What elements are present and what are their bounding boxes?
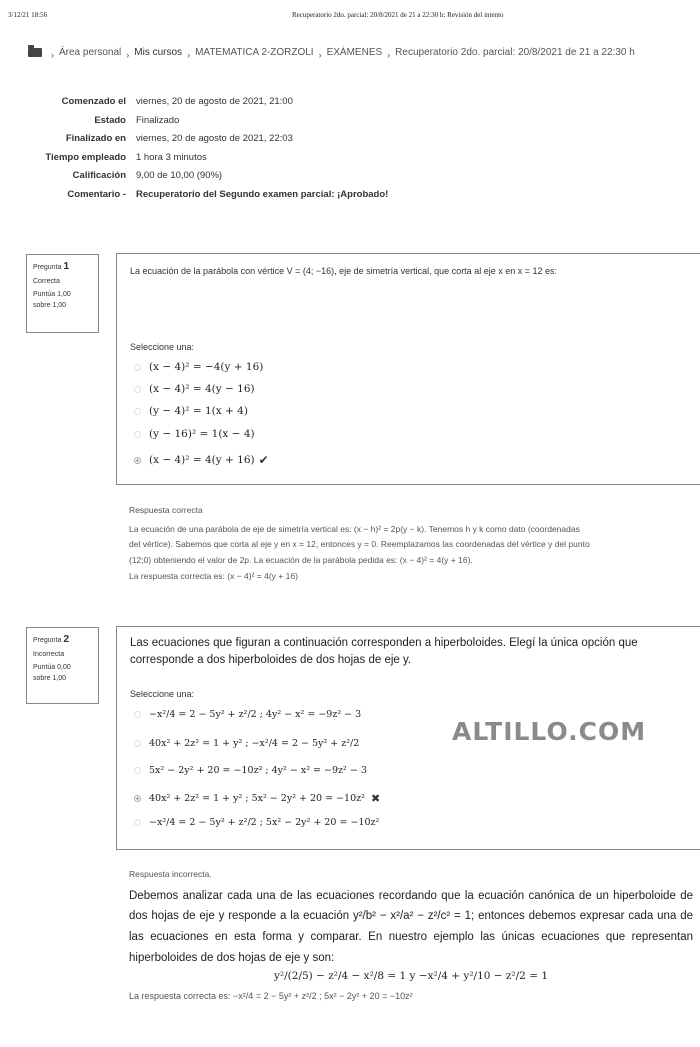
question-state: Incorrecta (33, 651, 65, 659)
question-number: 1 (63, 260, 70, 272)
check-icon: ✔ (258, 453, 269, 467)
summary-value: Recuperatorio del Segundo examen parcial: ¡Aprobado! (136, 188, 389, 200)
answer-option[interactable] (134, 765, 367, 776)
summary-row (0, 96, 700, 115)
breadcrumb-item-area-personal[interactable]: Área personal (59, 47, 122, 58)
question-box (116, 626, 700, 850)
breadcrumb-item-mis-cursos[interactable]: Mis cursos (134, 47, 183, 58)
answer-option[interactable] (134, 817, 379, 828)
summary-label: Tiempo empleado (45, 151, 126, 163)
chevron-right-icon: › (187, 49, 191, 60)
radio-button-checked[interactable] (134, 457, 141, 464)
answer-option-text: −x²/4 = 2 − 5y² + z²/2 ; 5x² − 2y² + 20 = −10z² (149, 817, 380, 828)
summary-row (0, 189, 700, 208)
answer-option[interactable] (134, 709, 361, 720)
question-label: Pregunta (33, 264, 62, 271)
answer-option[interactable] (134, 405, 248, 417)
summary-value: viernes, 20 de agosto de 2021, 21:00 (136, 96, 293, 107)
question-label: Pregunta (33, 637, 62, 644)
answer-option[interactable] (134, 361, 263, 373)
summary-value: 9,00 de 10,00 (90%) (136, 170, 223, 181)
breadcrumb-item-course[interactable]: MATEMATICA 2-ZORZOLI (195, 47, 314, 58)
question-max-points: sobre 1,00 (33, 301, 67, 309)
cross-icon: ✖ (370, 792, 381, 805)
question-info (26, 627, 99, 704)
print-date: 3/12/21 18:56 (8, 11, 48, 19)
answer-option-text: (x − 4)² = 4(y − 16) (149, 383, 255, 395)
question-points: Puntúa 1,00 (33, 291, 71, 299)
chevron-right-icon: › (387, 49, 391, 60)
summary-row (0, 152, 700, 171)
summary-row (0, 115, 700, 134)
radio-button[interactable] (134, 767, 141, 774)
summary-value: viernes, 20 de agosto de 2021, 22:03 (136, 133, 293, 144)
select-one-label: Seleccione una: (130, 689, 195, 699)
feedback-equations: y²/(2/5) − z²/4 − x²/8 = 1 y −x²/4 + y²/10 − z²/2 = 1 (273, 970, 549, 983)
answer-option[interactable] (134, 383, 255, 395)
answer-option-selected[interactable] (134, 453, 269, 467)
question-box (116, 253, 700, 485)
watermark: ALTILLO.COM (452, 717, 647, 746)
feedback-text: Debemos analizar cada una de las ecuaciones recordando que la ecuación canónica de un hiperboloide de dos hojas de eje y responde a la ecuación y²/b² − x²/a² − z²/c² = 1; entonces debemos expresar cada una de las ecuaciones en esta forma y comparar. En nuestro ejemplo las únicas ecuaciones que representan hiperboloides de dos hojas de eje y son: (129, 889, 693, 964)
summary-label: Estado (94, 114, 126, 126)
feedback-line: (12;0) obteniendo el valor de 2p. La ecuación de la parábola pedida es: (x − 4)² = 4(y + 16). (129, 555, 473, 566)
breadcrumb-item-current: Recuperatorio 2do. parcial: 20/8/2021 de 21 a 22:30 h (395, 47, 635, 58)
summary-value: Finalizado (136, 114, 180, 126)
question-info (26, 254, 99, 333)
breadcrumb-item-examenes[interactable]: EXÁMENES (326, 47, 383, 58)
radio-button[interactable] (134, 364, 141, 371)
summary-label: Comenzado el (61, 96, 126, 107)
summary-label: Comentario - (67, 188, 126, 200)
answer-option-text: 5x² − 2y² + 20 = −10z² ; 4y² − x² = −9z² − 3 (149, 765, 367, 776)
feedback-title: Respuesta incorrecta. (129, 869, 212, 879)
answer-option-selected[interactable] (134, 792, 380, 805)
question-state: Correcta (33, 278, 60, 286)
summary-row (0, 133, 700, 152)
answer-option-text: −x²/4 = 2 − 5y² + z²/2 ; 4y² − x² = −9z² − 3 (149, 709, 362, 720)
question-points: Puntúa 0,00 (33, 664, 71, 672)
answer-option-text: 40x² + 2z² = 1 + y² ; −x²/4 = 2 − 5y² + z²/2 (149, 738, 360, 749)
feedback-line: La ecuación de una parábola de eje de simetría vertical es: (x − h)² = 2p(y − k). Tenemos h y k como dato (coordenadas (129, 523, 580, 534)
radio-button[interactable] (134, 819, 141, 826)
summary-label: Calificación (72, 170, 126, 181)
radio-button[interactable] (134, 431, 141, 438)
attempt-summary (0, 96, 700, 207)
answer-option-text: (y − 16)² = 1(x − 4) (149, 428, 255, 440)
summary-label: Finalizado en (65, 133, 126, 144)
answer-option-text: 40x² + 2z² = 1 + y² ; 5x² − 2y² + 20 = −10z² (149, 793, 365, 804)
summary-row (0, 170, 700, 189)
print-title: Recuperatorio 2do. parcial: 20/8/2021 de 21 a 22:30 h: Revisión del intento (292, 11, 504, 19)
correct-answer: La respuesta correcta es: −x²/4 = 2 − 5y² + z²/2 ; 5x² − 2y² + 20 = −10z² (129, 991, 413, 1002)
feedback-q2 (129, 867, 693, 1005)
question-text: Las ecuaciones que figuran a continuación corresponden a hiperboloides. Elegí la única opción que corresponde a dos hiperboloides de dos hojas de eje y. (130, 637, 638, 667)
answer-option[interactable] (134, 428, 255, 440)
radio-button[interactable] (134, 408, 141, 415)
select-one-label: Seleccione una: (130, 342, 195, 352)
folder-icon[interactable] (28, 48, 42, 57)
chevron-right-icon: › (126, 49, 130, 60)
question-number: 2 (63, 633, 70, 645)
radio-button[interactable] (134, 711, 141, 718)
feedback-title: Respuesta correcta (129, 505, 203, 515)
summary-value: 1 hora 3 minutos (136, 151, 207, 163)
answer-option-text: (y − 4)² = 1(x + 4) (149, 405, 248, 417)
chevron-right-icon: › (318, 49, 322, 60)
radio-button-checked[interactable] (134, 795, 141, 802)
breadcrumb (28, 47, 635, 58)
answer-option-text: (x − 4)² = −4(y + 16) (149, 361, 264, 373)
radio-button[interactable] (134, 740, 141, 747)
answer-option-text: (x − 4)² = 4(y + 16) (149, 454, 255, 466)
radio-button[interactable] (134, 386, 141, 393)
chevron-right-icon: › (51, 49, 54, 60)
question-max-points: sobre 1,00 (33, 674, 67, 682)
answer-option[interactable] (134, 738, 359, 749)
feedback-q1 (129, 503, 694, 585)
correct-answer: La respuesta correcta es: (x − 4)² = 4(y + 16) (129, 570, 298, 581)
feedback-line: del vértice). Sabemos que corta al eje y en x = 12, entonces y = 0. Reemplazamos las coordenadas del vértice y del punto (129, 539, 590, 550)
question-text: La ecuación de la parábola con vértice V = (4; −16), eje de simetría vertical, que corta al eje x en x = 12 es: (130, 266, 557, 276)
